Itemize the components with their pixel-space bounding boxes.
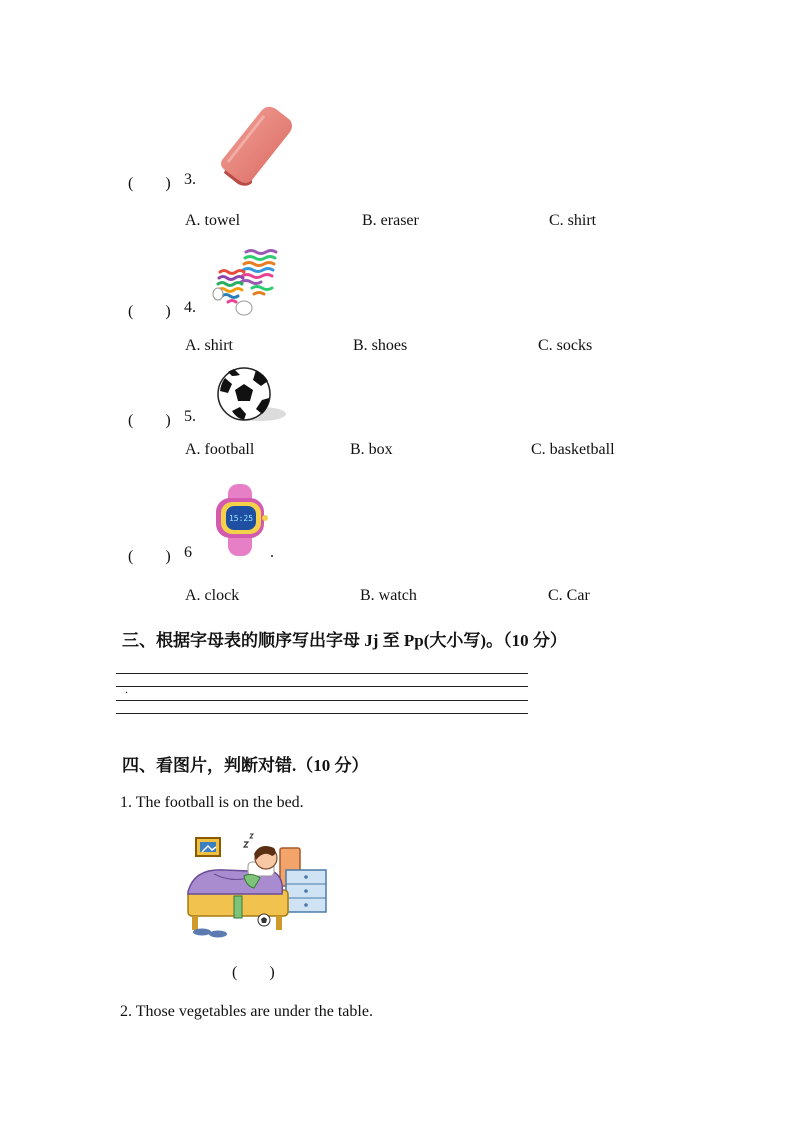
question-number-3: 3. xyxy=(184,171,196,188)
item-1-answer-paren[interactable]: ( ) xyxy=(232,964,275,981)
eraser-icon xyxy=(218,104,296,186)
svg-text:15:25: 15:25 xyxy=(228,514,254,523)
option-5c[interactable]: C. basketball xyxy=(531,441,615,458)
item-1-text: 1. The football is on the bed. xyxy=(120,794,304,811)
option-5b[interactable]: B. box xyxy=(350,441,393,458)
football-icon xyxy=(216,366,288,424)
option-3b[interactable]: B. eraser xyxy=(362,212,419,229)
writing-dot: . xyxy=(125,682,128,696)
option-6b[interactable]: B. watch xyxy=(360,587,417,604)
socks-icon xyxy=(208,248,280,318)
watch-icon xyxy=(212,484,272,556)
option-3a[interactable]: A. towel xyxy=(185,212,241,229)
question-number-4: 4. xyxy=(184,299,196,316)
question-number-5: 5. xyxy=(184,408,196,425)
answer-paren-6[interactable]: ( ) xyxy=(128,548,171,565)
option-6a[interactable]: A. clock xyxy=(185,587,240,604)
section3-heading: 三、根据字母表的顺序写出字母 Jj 至 Pp(大小写)。（10 分） xyxy=(122,631,567,650)
bedroom-icon xyxy=(184,832,328,938)
item-2-text: 2. Those vegetables are under the table. xyxy=(120,1003,373,1020)
option-4b[interactable]: B. shoes xyxy=(353,337,408,354)
section4-heading: 四、看图片，判断对错.（10 分） xyxy=(122,756,369,775)
option-6c[interactable]: C. Car xyxy=(548,587,590,604)
option-5a[interactable]: A. football xyxy=(185,441,255,458)
answer-paren-3[interactable]: ( ) xyxy=(128,175,171,192)
option-3c[interactable]: C. shirt xyxy=(549,212,597,229)
answer-paren-4[interactable]: ( ) xyxy=(128,303,171,320)
option-4c[interactable]: C. socks xyxy=(538,337,593,354)
writing-area[interactable] xyxy=(116,673,528,714)
question-number-6: 6 xyxy=(184,544,192,561)
answer-paren-5[interactable]: ( ) xyxy=(128,412,171,429)
option-4a[interactable]: A. shirt xyxy=(185,337,233,354)
question-suffix-6: . xyxy=(270,544,274,561)
